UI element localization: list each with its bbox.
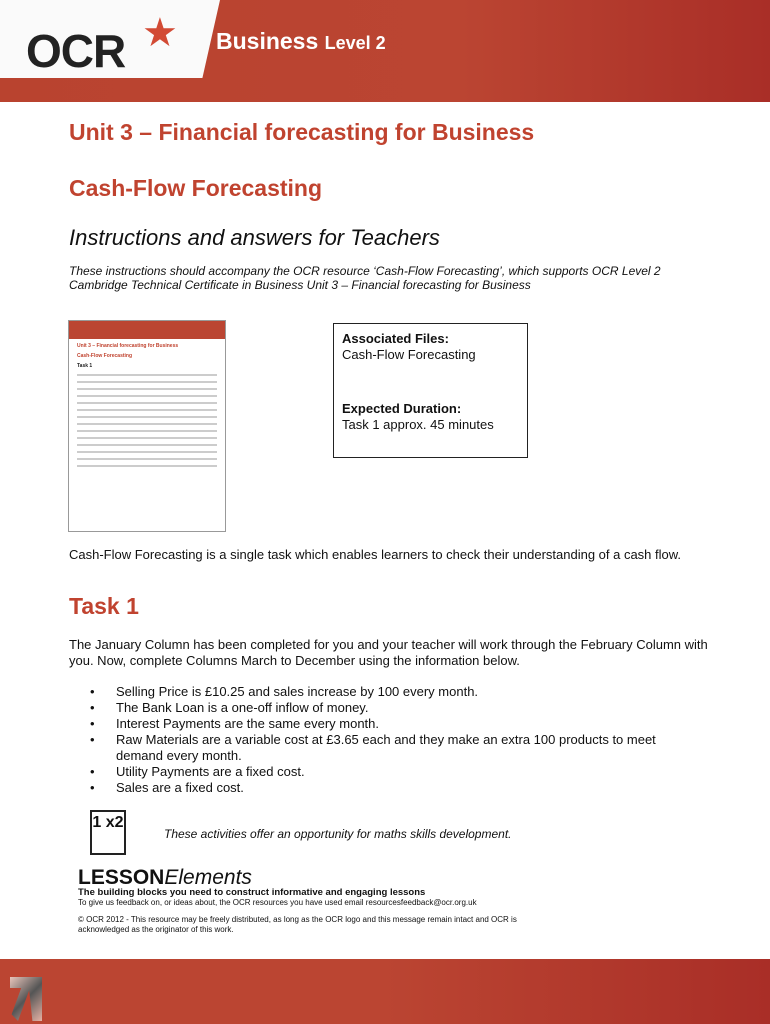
header-title — [216, 28, 386, 55]
list-item: • Sales are a fixed cost. — [90, 780, 690, 796]
list-item: • Utility Payments are a fixed cost. — [90, 764, 690, 780]
thumb-task: Task 1 — [77, 363, 93, 369]
list-item: • Interest Payments are the same every month. — [90, 716, 690, 732]
page-subtitle: Cash-Flow Forecasting — [69, 175, 323, 201]
maths-skills-icon: 1 x2 — [90, 810, 126, 855]
intro-text: These instructions should accompany the OCR resource ‘Cash-Flow Forecasting’, which supports OCR Level 2 Cambridge Technical Certificate in Business Unit 3 – Financial forecasting for Business — [69, 264, 661, 292]
info-box — [333, 323, 528, 458]
subject: Business — [216, 28, 319, 54]
task-bullets — [90, 684, 690, 796]
list-item: • Selling Price is £10.25 and sales increase by 100 every month. — [90, 684, 690, 700]
list-item: • Raw Materials are a variable cost at £3.65 each and they make an extra 100 products to meet demand every month. — [90, 732, 690, 764]
duration-label: Expected Duration: — [342, 401, 462, 416]
list-item: • The Bank Loan is a one-off inflow of money. — [90, 700, 690, 716]
summary-text: Cash-Flow Forecasting is a single task which enables learners to check their understanding of a cash flow. — [69, 547, 682, 562]
files-label: Associated Files: — [342, 331, 449, 346]
page-title: Unit 3 – Financial forecasting for Business — [69, 119, 535, 145]
duration-value: Task 1 approx. 45 minutes — [342, 417, 494, 432]
thumb-subtitle: Cash-Flow Forecasting — [77, 353, 133, 359]
ocr-logo: OCR — [26, 25, 126, 77]
lesson-elements-logo: LESSONElements — [78, 866, 252, 889]
thumb-title: Unit 3 – Financial forecasting for Business — [77, 343, 179, 349]
level: Level 2 — [324, 33, 386, 53]
copyright-text: © OCR 2012 - This resource may be freely distributed, as long as the OCR logo and this message remain intact and OCR is acknowledged as the originator of this work. — [78, 915, 517, 934]
tagline: The building blocks you need to construct informative and engaging lessons — [78, 887, 426, 898]
task-heading: Task 1 — [69, 593, 139, 619]
feedback-text: To give us feedback on, or ideas about, the OCR resources you have used email resourcesfeedback@ocr.org.uk — [78, 898, 477, 907]
footer-banner — [0, 959, 770, 1024]
maths-note: These activities offer an opportunity for maths skills development. — [164, 827, 512, 841]
files-value: Cash-Flow Forecasting — [342, 347, 476, 362]
ocr-mark-icon — [10, 977, 42, 1021]
star-icon: ★ — [142, 11, 178, 55]
header-banner — [0, 0, 770, 102]
resource-thumbnail — [68, 320, 226, 532]
audience-heading: Instructions and answers for Teachers — [69, 225, 440, 250]
task-text: The January Column has been completed for you and your teacher will work through the February Column with you. Now, complete Columns March to December using the information below. — [69, 637, 708, 668]
